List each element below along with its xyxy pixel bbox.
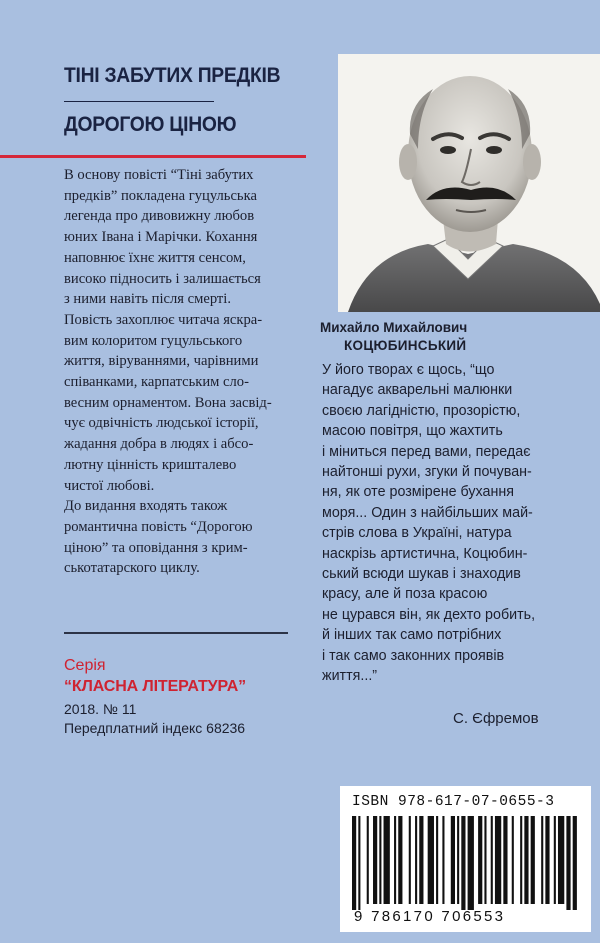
critic-quote <box>322 360 594 687</box>
quote-line: і так само законних проявів <box>322 647 505 664</box>
series-label: Серія <box>64 657 106 674</box>
description-line: співанками, карпатським сло- <box>64 374 249 391</box>
description-line: наповнює їхнє життя сенсом, <box>64 249 246 266</box>
barcode-bar <box>512 816 514 904</box>
description-line: високо підносить і залишається <box>64 270 261 287</box>
barcode-bar <box>436 816 438 904</box>
description-line: В основу повісті “Тіні забутих <box>64 167 254 183</box>
book-description <box>64 165 310 579</box>
description-line: предків” покладена гуцульська <box>64 187 257 204</box>
barcode-bar <box>373 816 377 904</box>
barcode-bar <box>451 816 455 904</box>
barcode-bar <box>491 816 493 904</box>
description-line: лютну цінність кришталево <box>64 456 237 473</box>
description-line: романтична повість “Дорогою <box>64 518 253 535</box>
barcode-bar <box>461 816 465 910</box>
quote-line: своєю лагідністю, прозорістю, <box>322 402 521 419</box>
barcode-bar <box>367 816 369 904</box>
barcode-bar <box>457 816 459 904</box>
author-portrait-icon <box>338 54 600 312</box>
quote-line: не цурався він, як дехто робить, <box>322 606 536 623</box>
barcode-bar <box>379 816 381 904</box>
description-line: ціною” та оповідання з крим- <box>64 539 248 556</box>
book-title: ТІНІ ЗАБУТИХ ПРЕДКІВ <box>64 64 281 87</box>
description-line: з ними навіть після смерті. <box>64 291 232 308</box>
barcode-bar <box>495 816 501 904</box>
quote-line: нагадує акварельні малюнки <box>322 382 513 399</box>
quote-line: наскрізь артистична, Коцюбин- <box>322 545 528 562</box>
barcode-bar <box>558 816 564 904</box>
description-line: чистої любові. <box>64 477 155 494</box>
barcode-bar <box>520 816 522 904</box>
barcode-bar <box>394 816 396 904</box>
barcode-bar <box>541 816 543 904</box>
description-paragraph <box>64 310 310 496</box>
description-line: ськотатарского циклу. <box>64 560 200 577</box>
description-line: юних Івана і Марічки. Кохання <box>64 229 258 246</box>
red-divider <box>0 155 306 158</box>
subscription-index: Передплатний індекс 68236 <box>64 720 246 736</box>
description-line: чує одвічність людської історії, <box>64 415 259 432</box>
barcode-bar <box>428 816 434 904</box>
barcode-bar <box>468 816 474 910</box>
quote-line: моря... Один з найбільших май- <box>322 504 533 521</box>
description-line: вим колоритом гуцульського <box>64 332 243 349</box>
quote-line: ський всюди шукав і знаходив <box>322 566 521 583</box>
series-issue: 2018. № 11 <box>64 701 137 717</box>
barcode-bar <box>352 816 356 910</box>
barcode-bar <box>384 816 390 904</box>
description-paragraph <box>64 165 310 310</box>
barcode-bar <box>566 816 570 910</box>
title-divider <box>64 101 214 102</box>
quote-line: стрів слова в Україні, натура <box>322 525 512 542</box>
book-subtitle: ДОРОГОЮ ЦІНОЮ <box>64 113 237 136</box>
quote-line: і міниться перед вами, передає <box>322 443 531 460</box>
description-line: жадання добра в людях і абсо- <box>64 436 254 453</box>
barcode-bar <box>442 816 444 904</box>
description-line: До видання входять також <box>64 498 228 515</box>
barcode-icon <box>352 816 579 910</box>
series-info <box>64 656 246 738</box>
barcode-bar <box>398 816 402 904</box>
quote-line: красу, але й поза красою <box>322 586 488 603</box>
barcode-bar <box>573 816 577 910</box>
description-line: весним орнаментом. Вона засвід- <box>64 394 272 411</box>
quote-line: найтонші рухи, згуки й почуван- <box>322 464 532 481</box>
isbn-number: ISBN 978-617-07-0655-3 <box>352 794 555 810</box>
barcode-bar <box>554 816 556 904</box>
barcode-bar <box>409 816 411 904</box>
description-paragraph <box>64 496 310 579</box>
ean-digits: 9 786170 706553 <box>354 908 506 925</box>
barcode-panel <box>340 786 591 932</box>
barcode-bar <box>419 816 423 904</box>
quote-line: життя...” <box>322 668 378 685</box>
barcode-bar <box>545 816 549 904</box>
author-name <box>320 319 590 355</box>
description-line: легенда про дивовижну любов <box>64 208 255 225</box>
barcode-bar <box>503 816 507 904</box>
quote-line: й інших так само потрібних <box>322 627 502 644</box>
barcode-bar <box>484 816 486 904</box>
quote-author: С. Єфремов <box>453 710 539 727</box>
quote-line: У його творах є щось, “що <box>322 362 495 378</box>
description-line: життя, віруваннями, чарівними <box>64 353 259 370</box>
barcode-bar <box>358 816 360 910</box>
description-line: Повість захоплює читача яскра- <box>64 311 263 328</box>
series-name: “КЛАСНА ЛІТЕРАТУРА” <box>64 678 247 695</box>
barcode-bar <box>524 816 528 904</box>
author-last-name: КОЦЮБИНСЬКИЙ <box>344 338 467 353</box>
quote-line: ня, як оте розмірене бухання <box>322 484 515 501</box>
barcode-bar <box>415 816 417 904</box>
quote-line: масою повітря, що жахтить <box>322 423 503 440</box>
barcode-bar <box>531 816 535 904</box>
barcode-bar <box>478 816 482 904</box>
author-first-names: Михайло Михайлович <box>320 320 468 335</box>
series-divider <box>64 632 288 634</box>
